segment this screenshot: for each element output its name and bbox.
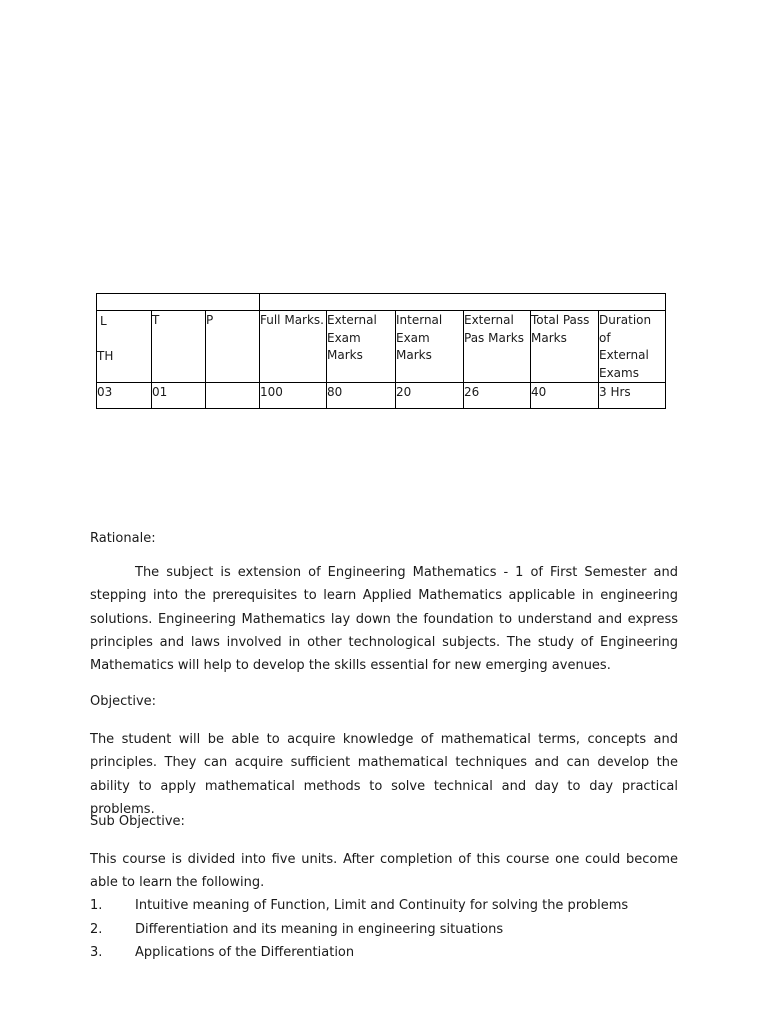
- marks-table: [96, 293, 666, 409]
- list-item: [90, 894, 628, 918]
- value-external-exam-marks: 80: [327, 383, 396, 409]
- sub-objective-list: [90, 894, 628, 965]
- objective-paragraph: The student will be able to acquire knowledge of mathematical terms, concepts and principles. They can acquire sufficient mathematical techniques and can develop the ability to apply mathematical methods to solve technical and day to day practical problems.: [90, 732, 678, 817]
- table-top-row: [97, 294, 666, 311]
- value-internal-exam-marks: 20: [396, 383, 464, 409]
- header-external-exam-marks: External Exam Marks: [327, 311, 396, 383]
- header-t: T: [152, 311, 206, 383]
- header-internal-exam-marks: Internal Exam Marks: [396, 311, 464, 383]
- value-t: 01: [152, 383, 206, 409]
- list-item-text: Applications of the Differentiation: [135, 945, 355, 960]
- table-header-row: [97, 311, 666, 383]
- header-external-pass-marks: External Pas Marks: [464, 311, 531, 383]
- value-duration: 3 Hrs: [599, 383, 666, 409]
- objective-heading: Objective:: [90, 694, 157, 709]
- sub-objective-heading: Sub Objective:: [90, 814, 185, 829]
- list-item-text: Intuitive meaning of Function, Limit and Continuity for solving the problems: [135, 898, 629, 913]
- value-p: [206, 383, 260, 409]
- header-duration: Duration of External Exams: [599, 311, 666, 383]
- list-item: [90, 941, 628, 965]
- header-th: TH: [97, 349, 114, 363]
- rationale-heading: Rationale:: [90, 531, 156, 546]
- sub-objective-intro: This course is divided into five units. After completion of this course one could become able to learn the following.: [90, 852, 678, 891]
- table-row: [97, 383, 666, 409]
- table-top-right-cell: [260, 294, 666, 311]
- value-total-pass-marks: 40: [531, 383, 599, 409]
- value-l-th: 03: [97, 383, 152, 409]
- list-item: [90, 918, 628, 942]
- header-total-pass-marks: Total Pass Marks: [531, 311, 599, 383]
- list-item-number: 2.: [90, 921, 103, 937]
- rationale-paragraph: The subject is extension of Engineering Mathematics - 1 of First Semester and stepping into the prerequisites to learn Applied Mathematics applicable in engineering solutions. Engineering Mathematics lay down the foundation to understand and express principles and laws involved in other technological subjects. The study of Engineering Mathematics will help to develop the skills essential for new emerging avenues.: [90, 565, 678, 674]
- header-p: P: [206, 311, 260, 383]
- value-full-marks: 100: [260, 383, 327, 409]
- table-top-left-cell: [97, 294, 260, 311]
- value-external-pass-marks: 26: [464, 383, 531, 409]
- header-l-th: [97, 311, 152, 383]
- header-full-marks: Full Marks.: [260, 311, 327, 383]
- list-item-text: Differentiation and its meaning in engineering situations: [135, 921, 504, 937]
- list-item-number: 3.: [90, 945, 103, 960]
- header-l: L: [100, 314, 107, 328]
- list-item-number: 1.: [90, 898, 103, 913]
